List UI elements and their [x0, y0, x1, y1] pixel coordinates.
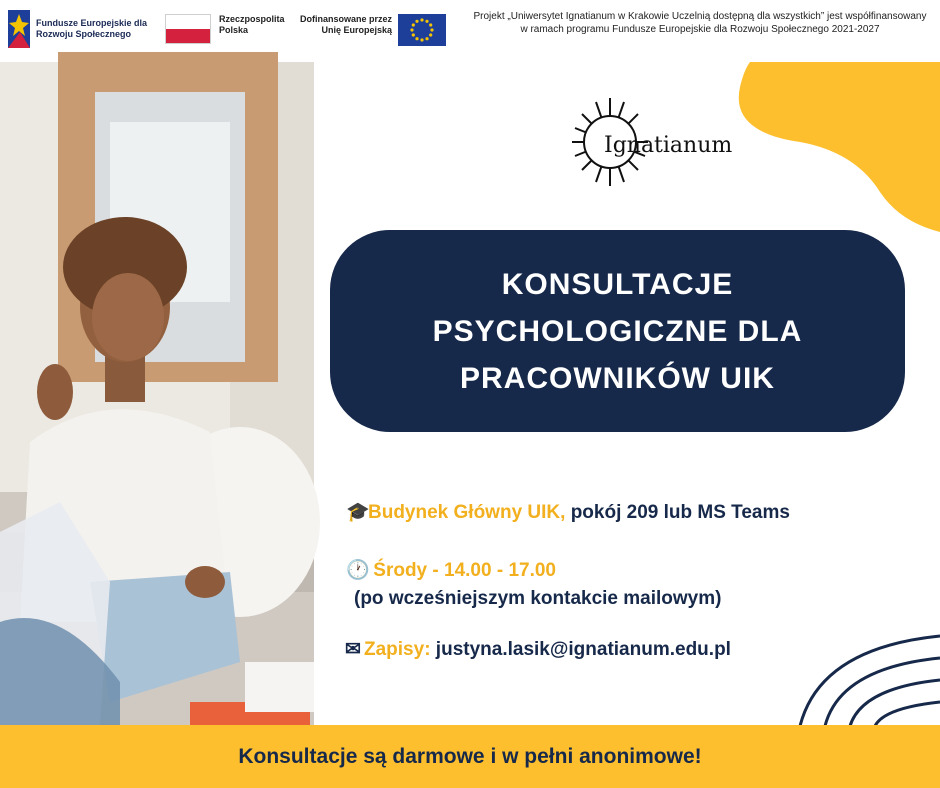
- consultation-photo: [0, 62, 314, 725]
- eu-logo-text: Dofinansowane przez Unię Europejską: [300, 14, 393, 35]
- poland-flag-icon: [165, 14, 211, 44]
- rzeczpospolita-logo: [165, 14, 289, 44]
- location-line: [346, 500, 790, 524]
- fundusze-europejskie-logo: [8, 10, 156, 48]
- title-banner: [330, 230, 905, 432]
- contact-label: Zapisy:: [364, 639, 431, 660]
- title-line-2: PSYCHOLOGICZNE DLA: [432, 314, 803, 348]
- envelope-icon: ✉: [345, 639, 361, 660]
- title-line-3: PRACOWNIKÓW UIK: [460, 361, 775, 395]
- fe-logo-text: Fundusze Europejskie dla Rozwoju Społecznego: [36, 18, 148, 39]
- decorative-yellow-blob: [730, 62, 940, 232]
- clock-icon: 🕐: [346, 560, 370, 581]
- location-highlight: Budynek Główny UIK,: [368, 502, 566, 523]
- title-line-1: KONSULTACJE: [501, 267, 734, 301]
- eu-logo: [300, 14, 446, 46]
- fe-star-icon: [8, 10, 30, 48]
- pl-logo-text: Rzeczpospolita Polska: [219, 14, 285, 35]
- location-rest: pokój 209 lub MS Teams: [565, 502, 790, 523]
- logo-bar: [0, 0, 940, 60]
- footer-text: Konsultacje są darmowe i w pełni anonimowe!: [238, 744, 702, 768]
- contact-email[interactable]: justyna.lasik@ignatianum.edu.pl: [430, 639, 731, 660]
- project-funding-note: Projekt „Uniwersytet Ignatianum w Krakowie Uczelnią dostępną dla wszystkich” jest współfinansowany w ramach programu Fundusze Europejskie dla Rozwoju Społecznego 2021-2027: [473, 11, 927, 35]
- time-note: (po wcześniejszym kontakcie mailowym): [354, 588, 722, 609]
- decorative-arcs: [780, 628, 940, 726]
- time-highlight: Środy - 14.00 - 17.00: [373, 560, 556, 581]
- seal-lettering: Ignatianum: [604, 133, 733, 158]
- graduation-cap-icon: 🎓: [346, 502, 370, 523]
- contact-line: [342, 638, 731, 661]
- ignatianum-logo: [560, 92, 733, 192]
- eu-flag-icon: [398, 14, 446, 46]
- time-line: [346, 558, 556, 582]
- footer-banner: [0, 725, 940, 788]
